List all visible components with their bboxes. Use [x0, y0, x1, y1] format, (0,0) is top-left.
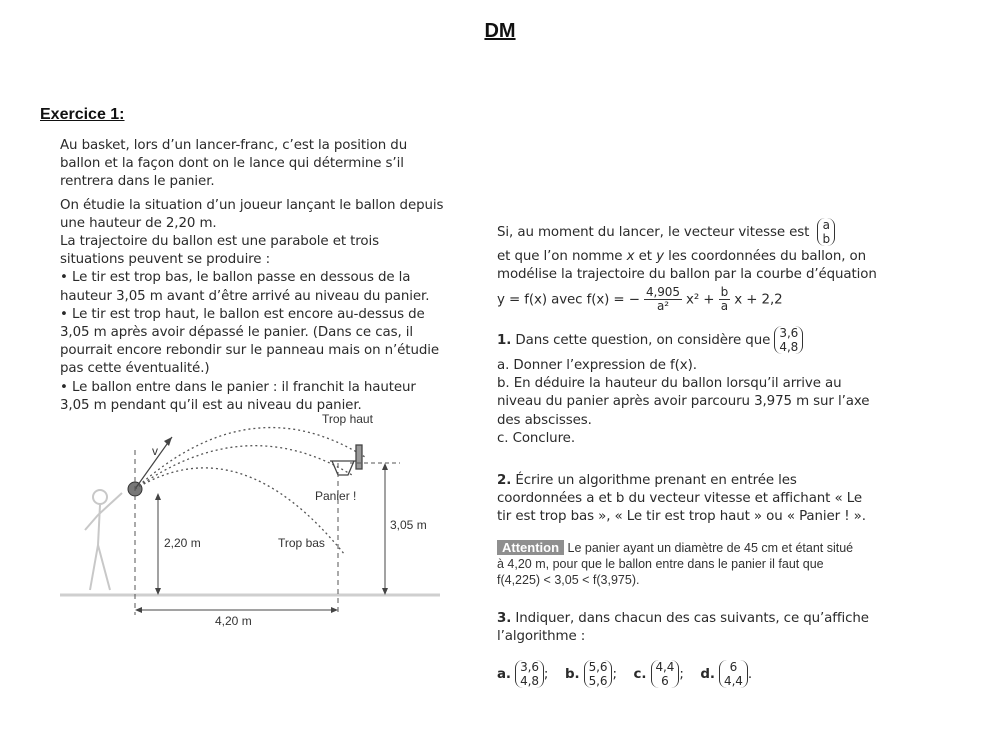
case-a: a. 3,6 4,8 ;	[497, 660, 549, 688]
trajectory-basket	[135, 446, 352, 489]
paragraph-trajectory: La trajectoire du ballon est une parabole et trois situations peuvent se produire :	[60, 234, 380, 268]
label-basket: Panier !	[315, 489, 357, 503]
label-too-high: Trop haut	[322, 412, 373, 426]
bullet-basket: • Le ballon entre dans le panier : il franchit la hauteur 3,05 m pendant qu’il est au niveau du panier.	[60, 379, 416, 413]
question-3-cases	[497, 660, 877, 688]
vector-a: a	[822, 218, 830, 232]
case-d: d. 6 4,4 .	[700, 660, 753, 688]
basket-hoop	[330, 445, 362, 475]
equation: y = f(x) avec f(x) = − $\frac{4,905}{\text{a²}}$ x² + $\frac{b}{a}$ x + 2,2	[497, 285, 783, 314]
intro-text: Si, au moment du lancer, le vecteur vitesse est	[497, 225, 810, 240]
paragraph-situation: On étudie la situation d’un joueur lançant le ballon depuis une hauteur de 2,20 m.	[60, 197, 444, 231]
question-1c: c. Conclure.	[497, 430, 575, 446]
intro-x: x	[626, 249, 635, 264]
player-figure	[85, 490, 122, 590]
intro-y: y	[656, 249, 664, 264]
attention-badge: Attention	[497, 540, 564, 555]
attention-box	[497, 540, 857, 588]
label-basket-height: 3,05 m	[390, 518, 427, 532]
vector-label: v	[152, 444, 158, 458]
right-intro	[497, 218, 883, 313]
bullet-too-high: • Le tir est trop haut, le ballon est encore au-dessus de 3,05 m après avoir dépassé le panier. (Dans ce cas, il pourrait encore rebondir sur le panneau mais on n’étudie pas cette éventualité.)	[60, 306, 440, 377]
page-title: DM	[484, 20, 516, 42]
question-1b: b. En déduire la hauteur du ballon lorsqu’il arrive au niveau du panier après avoir parcouru 3,975 m sur l’axe des abscisses.	[497, 376, 870, 428]
intro-text-c: les coordonnées du ballon, on modélise la trajectoire du ballon par la courbe d’équation	[497, 249, 877, 283]
question-1: 1. Dans cette question, on considère que 3,6 4,8 a. Donner l’expression de f(x). b. En déduire la hauteur du ballon lorsqu’il arrive au niveau du panier après avoir parcouru 3,975 m sur l’axe des abscisses. c. Conclure.	[497, 326, 883, 448]
question-2: 2. Écrire un algorithme prenant en entrée les coordonnées a et b du vecteur vitesse et affichant « Le tir est trop bas », « Le tir est trop haut » ou « Panier ! ».	[497, 473, 866, 525]
label-distance: 4,20 m	[215, 614, 252, 628]
exercise-title: Exercice 1:	[40, 106, 125, 123]
basketball-trajectory-diagram	[60, 405, 460, 640]
case-c: c. 4,4 6 ;	[633, 660, 684, 688]
paragraph-intro: Au basket, lors d’un lancer-franc, c’est la position du ballon et la façon dont on le lance qui détermine s’il rentrera dans le panier.	[60, 138, 408, 190]
intro-et: et	[638, 249, 652, 264]
bullet-too-low: • Le tir est trop bas, le ballon passe en dessous de la hauteur 3,05 m avant d’être arrivé au niveau du panier.	[60, 270, 430, 304]
trajectory-too-high	[135, 428, 365, 489]
vector-q1: 3,6 4,8	[774, 326, 803, 354]
label-launch-height: 2,20 m	[164, 536, 201, 550]
vector-b: b	[822, 232, 830, 246]
question-1a: a. Donner l’expression de f(x).	[497, 358, 697, 373]
attention-text: Le panier ayant un diamètre de 45 cm et étant situé à 4,20 m, pour que le ballon entre dans le panier il faut que f(4,225) < 3,05 < f(3,975).	[497, 541, 854, 587]
left-column-text	[60, 137, 444, 415]
question-3: 3. Indiquer, dans chacun des cas suivants, ce qu’affiche l’algorithme :	[497, 611, 869, 645]
intro-text-b: et que l’on nomme	[497, 249, 623, 264]
label-too-low: Trop bas	[278, 536, 325, 550]
velocity-vector-general	[817, 218, 835, 246]
case-b: b. 5,6 5,6 ;	[564, 660, 617, 688]
